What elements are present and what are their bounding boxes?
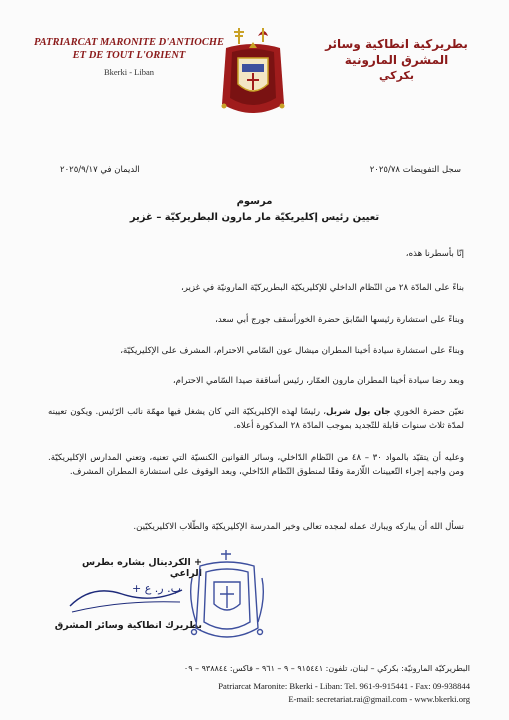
footer-phone-fax: Patriarcat Maronite: Bkerki - Liban: Tel. 961-9-915441 - Fax: 09-938844 bbox=[218, 681, 470, 691]
letterhead-french bbox=[34, 37, 224, 79]
letterhead-arabic bbox=[304, 36, 489, 84]
body-paragraph-4: وبناءً على استشارة سيادة أخينا المطران ميشال عون السّامي الاحترام، المشرف على الإكليريكيّة، bbox=[120, 346, 464, 356]
appointment-prefix: نعيّن حضرة الخوري bbox=[390, 407, 464, 417]
appointee-name: جان بول شربل bbox=[326, 407, 391, 417]
letterhead-french-location: Bkerki - Liban bbox=[103, 67, 155, 77]
signatory-title: بطريرك انطاكية وسائر المشرق bbox=[54, 620, 202, 631]
body-paragraph-blessing: نسأل الله أن يباركه ويبارك عمله لمجده تعالى وخير المدرسة الإكليريكيّة والطّلاب الاكليريكيّين. bbox=[133, 522, 464, 532]
letterhead-arabic-location: بكركي bbox=[379, 69, 414, 82]
appointment-suffix: ، رئيسًا لهذه الإكليريكيّة التي كان يشغل فيها مهمّة نائب الرّئيس. ويكون تعيينه لمدّة ثلاث سنوات قابلة للتّجديد بموجب المادّة ٢٨ المذكورة أعلاه. bbox=[48, 407, 464, 431]
body-paragraph-5: وبعد رضا سيادة أخينا المطران مارون العمّار، رئيس أساقفة صيدا السّامي الاحترام، bbox=[172, 376, 464, 386]
body-paragraph-3: وبناءً على استشارة رئيسها السّابق حضرة الخورأسقف جورج أبي سعد، bbox=[215, 315, 464, 325]
decree-subject: تعيين رئيس إكليريكيّة مار مارون البطريركيّة – غزير bbox=[129, 212, 380, 223]
signatory-name: + الكردينال بشاره بطرس الراعي bbox=[82, 557, 202, 579]
body-paragraph-2: بناءً على المادّة ٢٨ من النّظام الداخلي للإكليريكيّة البطريركيّة المارونيّة في غزير، bbox=[180, 283, 464, 293]
letterhead-french-line1: PATRIARCAT MARONITE D'ANTIOCHE bbox=[34, 37, 225, 48]
body-paragraph-duties: وعليه أن يتقيّد بالمواد ٣٠ – ٤٨ من النّظام الدّاخلي، وسائر القوانين الكنسيّة التي تعنيه، وتعني المدارس الإكليريكيّة. ومن واجبه إجراء التّعيينات اللّازمة وفقًا لمنطوق النّظام الدّاخلي، وبعد الوقوف على استشارة المطران المشرف. bbox=[48, 453, 464, 477]
footer-email-web: E-mail: secretariat.rai@gmail.com - www.bkerki.org bbox=[288, 694, 470, 704]
letterhead-french-line2: ET DE TOUT L'ORIENT bbox=[72, 49, 186, 61]
body-paragraph-appointment bbox=[48, 405, 464, 433]
decree-title: مرسوم bbox=[236, 196, 273, 207]
patriarchal-seal-icon bbox=[186, 548, 268, 648]
handwritten-signature bbox=[62, 576, 192, 618]
letterhead-arabic-line1: بطريركية انطاكية وسائر المشرق المارونية bbox=[325, 37, 468, 67]
footer-arabic-contact: البطريركيّة المارونيّة: بكركي – لبنان، تلفون: ٩١٥٤٤١ – ٩ – ٩٦١ – فاكس: ٩٣٨٨٤٤ – ٠٩ bbox=[183, 664, 470, 673]
signature-scribble: + ب. ر. ع bbox=[132, 582, 181, 595]
document-date: الديمان في ٢٠٢٥/٩/١٧ bbox=[60, 165, 140, 175]
registry-number: سجل التفويضات ٢٠٢٥/٧٨ bbox=[369, 165, 461, 175]
patriarchal-crest-icon bbox=[218, 26, 288, 118]
body-paragraph-1: إنّا بأسطرنا هذه، bbox=[405, 249, 464, 259]
